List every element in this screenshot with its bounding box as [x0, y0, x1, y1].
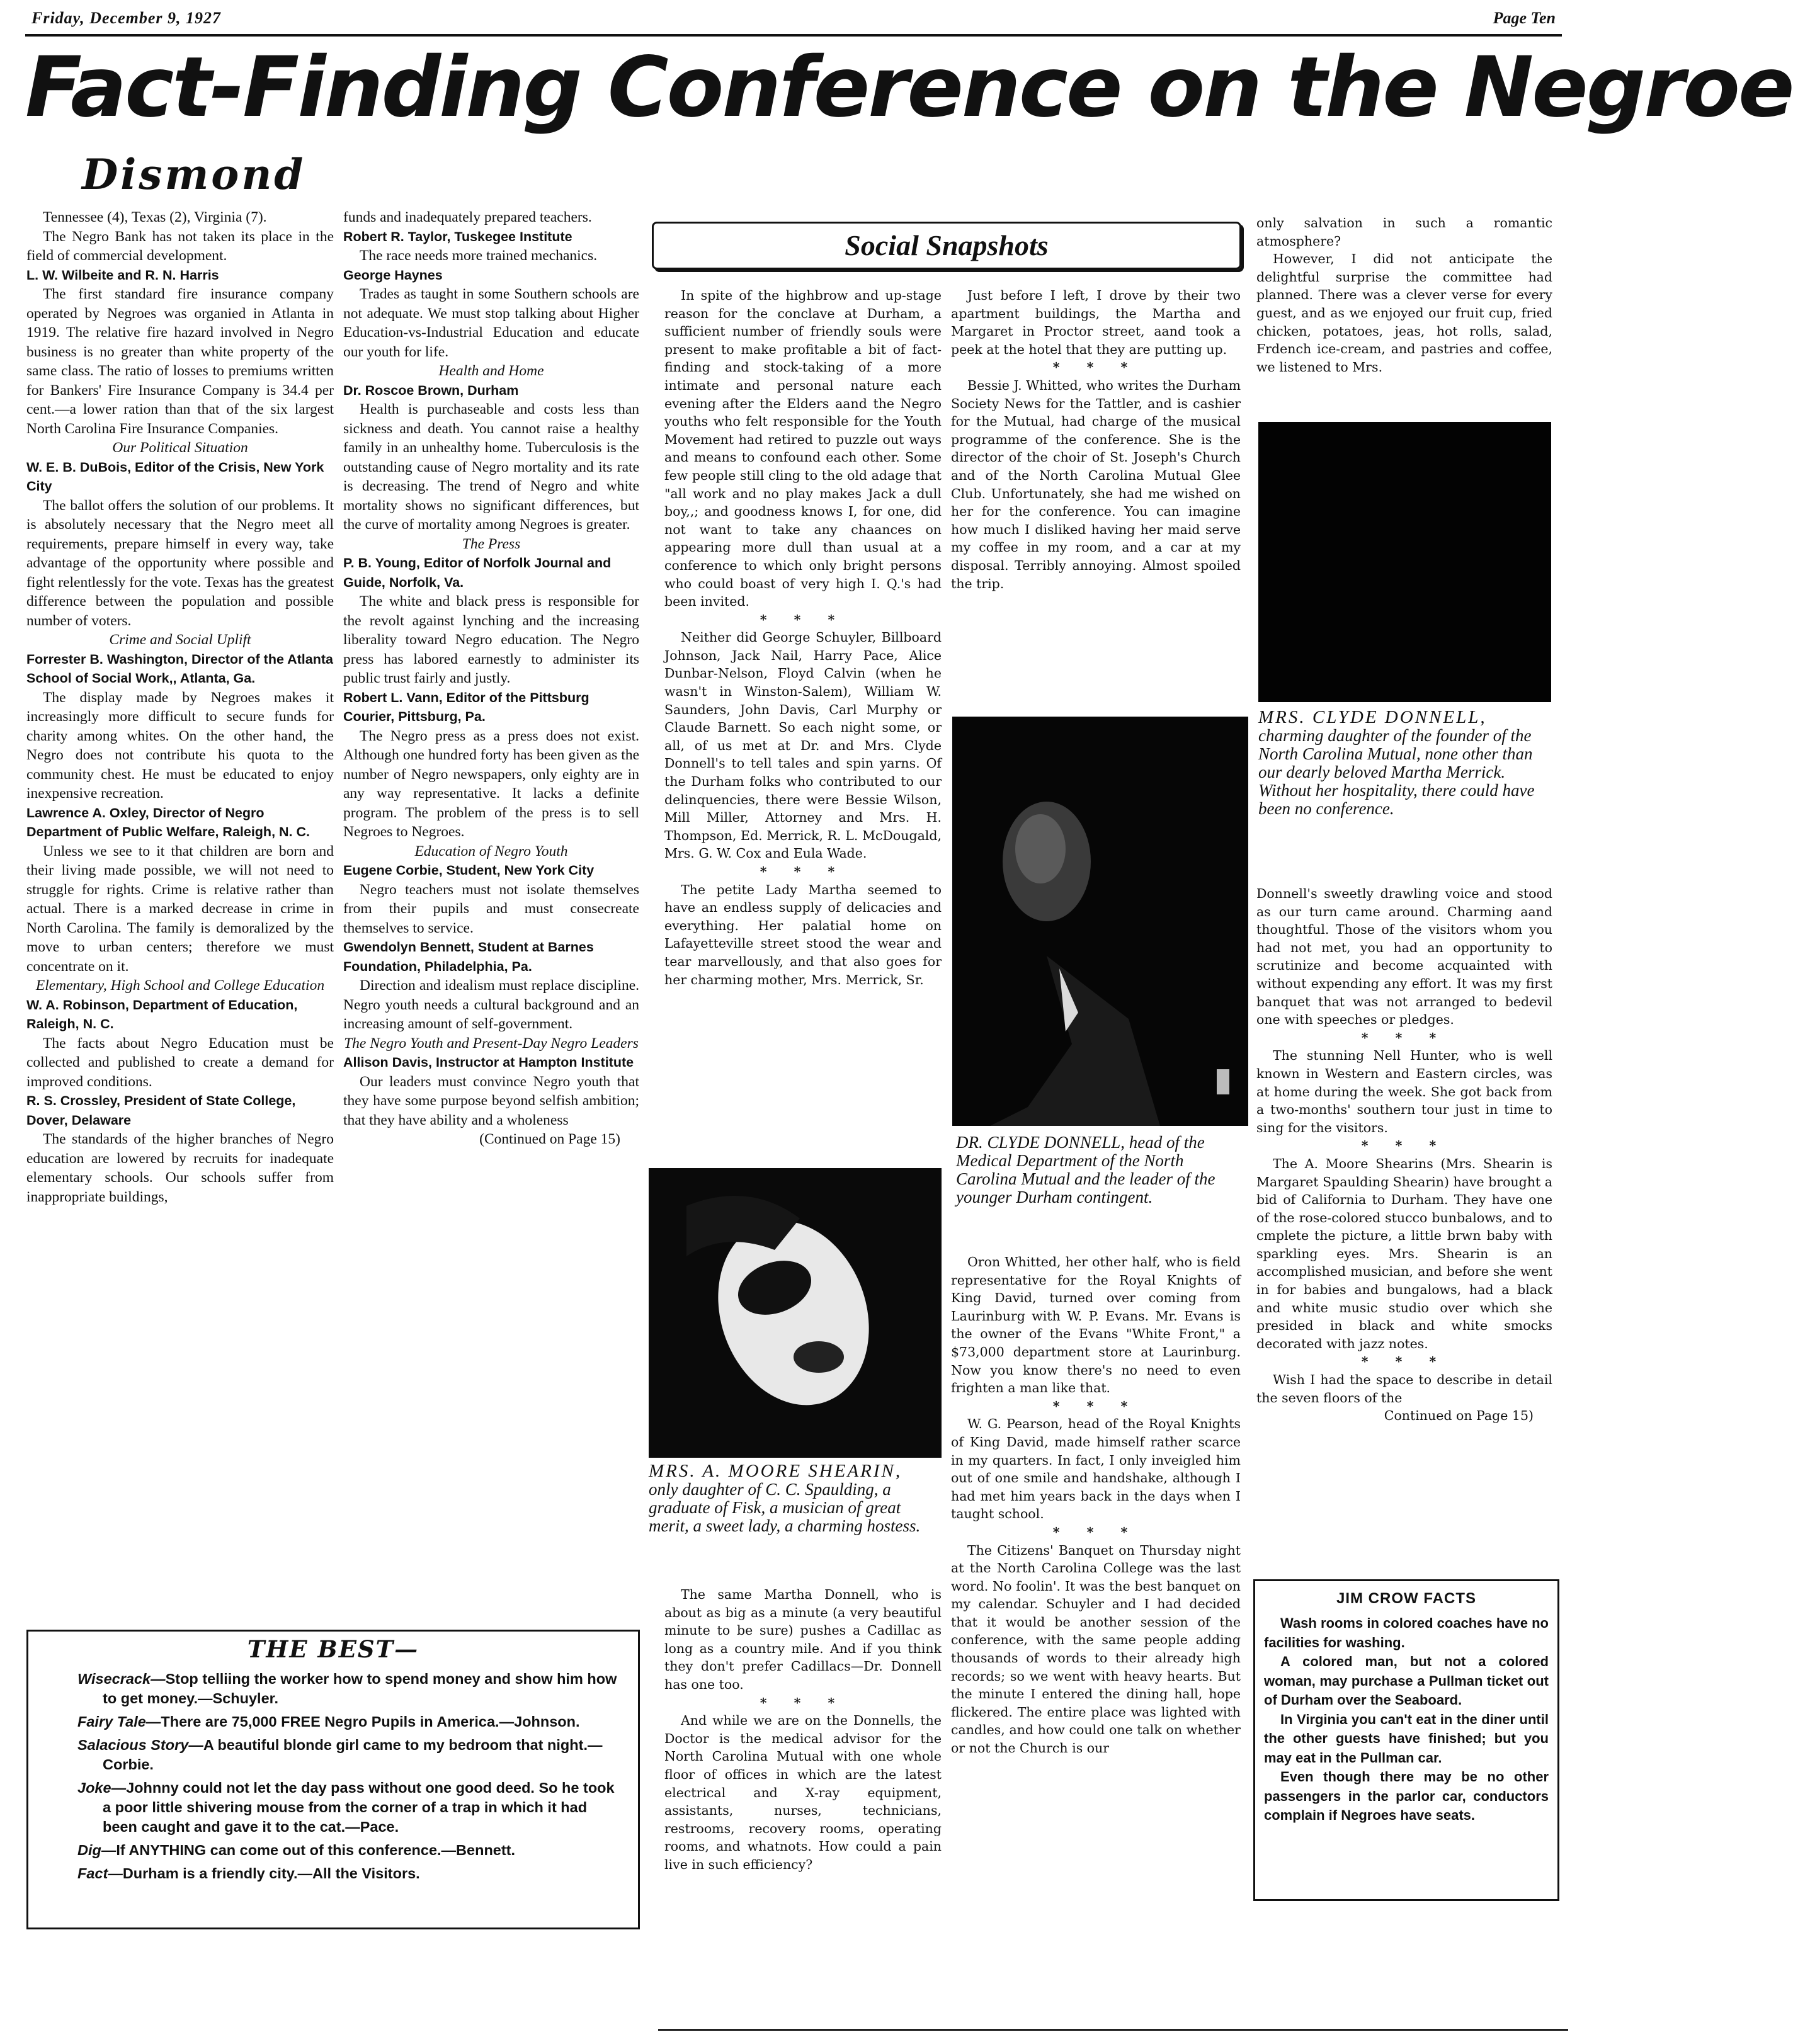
paragraph: The facts about Negro Education must be collected and published to create a demand for improved conditions. [26, 1035, 334, 1090]
paragraph: Health is purchaseable and costs less than sickness and death. You cannot raise a healthy family in an unhealthy home. Tuberculosis is the outstanding cause of Negro mortality and its rate is decreasing. The trend of Negro and white mortality shows no significant differences, but the curve of mortality among Negroes is greater. [343, 401, 639, 533]
social-column-3-continued [1256, 885, 1552, 1425]
social-column-2 [951, 287, 1241, 593]
section-separator: * * * [760, 864, 846, 879]
paragraph: Negro teachers must not isolate themselves from their pupils and must consecreate themselves to service. [343, 881, 639, 936]
section-heading: The Negro Youth and Present-Day Negro Leaders [344, 1035, 639, 1052]
section-separator: * * * [760, 1695, 846, 1710]
section-heading: Education of Negro Youth [414, 843, 568, 860]
section-separator: * * * [1361, 1030, 1448, 1045]
section-separator: * * * [1052, 1398, 1139, 1414]
best-item [54, 1841, 619, 1860]
portrait-image [649, 1168, 942, 1458]
the-best-list [28, 1669, 638, 1883]
jim-crow-fact: Wash rooms in colored coaches have no facilities for washing. [1264, 1615, 1549, 1650]
paragraph: However, I did not anticipate the delightful surprise the committee had planned. There was a clever verse for every guest, and as we enjoyed our fruit cup, fried chicken, potatoes, jeas, hot rolls, salad, Frdench ice-cream, and pastries and coffee, we listened to Mrs. [1256, 251, 1552, 375]
paragraph: Just before I left, I drove by their two apartment buildings, the Martha and Margaret in Proctor street, aand took a peek at the hotel that they are putting up. [951, 288, 1241, 357]
paragraph: W. G. Pearson, head of the Royal Knights of King David, made himself rather scarce in my quarters. In fact, I only inveigled him out of one smile and handshake, although I had met him years back in the days when I taught school. [951, 1416, 1241, 1522]
best-item-label: Fact— [77, 1865, 123, 1882]
best-item-text: Johnny could not let the day pass without one good deed. So he took a poor little shivering mouse from the corner of a trap in which it had been caught and gave it to the cat.—Pace. [103, 1780, 615, 1835]
section-separator: * * * [1361, 1354, 1448, 1370]
speaker-heading: P. B. Young, Editor of Norfolk Journal and Guide, Norfolk, Va. [343, 555, 612, 590]
paragraph: only salvation in such a romantic atmosphere? [1256, 215, 1552, 249]
speaker-heading: Eugene Corbie, Student, New York City [343, 863, 595, 878]
speaker-heading: Dr. Roscoe Brown, Durham [343, 382, 519, 398]
paragraph: Wish I had the space to describe in detail the seven floors of the [1256, 1372, 1552, 1405]
paragraph: The white and black press is responsible for the revolt against lynching and the increasing liberality toward Negro education. The Negro press has labored earnestly to administer its public trust fairly and justly. [343, 593, 639, 686]
paragraph: The A. Moore Shearins (Mrs. Shearin is Margaret Spaulding Shearin) have brought a bid of California to Durham. They have one of the rose-colored stucco bunbalows, and to cmplete the picture, a little brwn baby with sparkling eyes. Mrs. Shearin is an accomplished musician, and before she went in for babies and bungalows, had a black and white music studio over which she presided in black and white smocks decorated with jazz notes. [1256, 1155, 1552, 1351]
jim-crow-fact: Even though there may be no other passengers in the parlor car, conductors complain if Negroes have seats. [1264, 1769, 1549, 1823]
paragraph: Bessie J. Whitted, who writes the Durham Society News for the Tattler, and is cashier for the Mutual, had charge of the musical programme of the conference. She is the director of the choir of St. Joseph's Church and of the North Carolina Mutual Glee Club. Unfortunately, she had me wished on her for the conference. You can imagine how much I disliked having her maid serve my coffee in my room, and a car at my disposal. Terribly annoying. Almost spoiled the trip. [951, 377, 1241, 591]
the-best-box [26, 1630, 640, 1929]
speaker-heading: W. E. B. DuBois, Editor of the Crisis, New York City [26, 459, 324, 494]
issue-date: Friday, December 9, 1927 [31, 9, 222, 27]
section-heading: Elementary, High School and College Education [35, 977, 325, 994]
caption-mrs-shearin [649, 1462, 945, 1535]
speaker-heading: Gwendolyn Bennett, Student at Barnes Foundation, Philadelphia, Pa. [343, 940, 594, 974]
section-heading: Our Political Situation [112, 440, 248, 456]
caption-mrs-donnell [1258, 708, 1554, 818]
best-item [54, 1735, 619, 1774]
paragraph: Direction and idealism must replace discipline. Negro youth needs a cultural background and an increasing amount of self-government. [343, 977, 639, 1032]
social-column-1 [664, 287, 942, 989]
best-item-label: Dig— [77, 1842, 117, 1858]
caption-name: MRS. CLYDE DONNELL, [1258, 707, 1487, 727]
best-item-text: There are 75,000 FREE Negro Pupils in America.—Johnson. [161, 1713, 580, 1730]
paragraph: The same Martha Donnell, who is about as big as a minute (a very beautiful minute to be sure) pushes a Cadillac as long as a country mile. And if you think they don't prefer Cadillacs—Dr. Donnell has one too. [664, 1587, 942, 1692]
photo-mrs-donnell [1258, 422, 1551, 702]
paragraph: In spite of the highbrow and up-stage reason for the conclave at Durham, a sufficient number of friendly souls were present to make profitable a bit of fact-finding and stock-taking of a more intimate and personal nature each evening after the Elders aand the Negro youths who felt responsible for the Youth Movement had retired to puzzle out ways and means to confound each other. Some few people still cling to the old adage that "all work and no play makes Jack a dull boy,,; and goodness knows I, for one, did not want to take any chaances on appearing more dull than usual at a conference to which only bright persons who could boast of very high I. Q.'s had been invited. [664, 288, 942, 610]
social-column-3 [1256, 214, 1552, 376]
jim-crow-facts-title: JIM CROW FACTS [1336, 1590, 1476, 1607]
jim-crow-facts-box [1253, 1579, 1559, 1901]
paragraph: The Citizens' Banquet on Thursday night at the North Carolina College was the last word. No foolin'. It was the best banquet on my calendar. Schuyler and I had decided that it would be another session of the conference, with the same people adding thousands of words to their already high records; so we went with heavy hearts. But the minute I entered the dining hall, hope flickered. The entire place was lighted with candles, and how could one talk on whether or not the Church is our [951, 1542, 1241, 1756]
section-heading: Crime and Social Uplift [109, 632, 251, 648]
portrait-image [952, 717, 1248, 1126]
the-best-title: THE BEST— [247, 1635, 419, 1663]
paragraph: The ballot offers the solution of our problems. It is absolutely necessary that the Negro meet all requirements, prepare himself in every way, take advantage of the opportunity where possible and fight relentlessly for the vote. Texas has the greatest difference between the population and possible number of voters. [26, 497, 334, 629]
jim-crow-fact: In Virginia you can't eat in the diner until the other guests have finished; but you may eat in the Pullman car. [1264, 1711, 1549, 1766]
article-column-1 [26, 208, 334, 1207]
paragraph: And while we are on the Donnells, the Doctor is the medical advisor for the North Carolina Mutual with one whole floor of offices in which are the latest electrical and X-ray equipment, assistants, nurses, technicians, restrooms, recovery rooms, operating rooms, and whatnots. How could a pain live in such efficiency? [664, 1713, 942, 1872]
jim-crow-fact: A colored man, but not a colored woman, may purchase a Pullman ticket out of Durham over the Seaboard. [1264, 1654, 1549, 1708]
paragraph: Unless we see to it that children are born and their living made possible, we will not need to struggle for rights. Crime is relative rather than actual. There is a marked decrease in crime in North Carolina. The family is demoralized by the move to urban centers; therefore we must concentrate on it. [26, 843, 334, 975]
headline: Fact-Finding Conference on the Negroe [25, 39, 1793, 136]
social-snapshots-title: Social Snapshots [652, 222, 1241, 270]
speaker-heading: Allison Davis, Instructor at Hampton Institute [343, 1055, 634, 1070]
paragraph: The Negro Bank has not taken its place in the field of commercial development. [26, 228, 334, 264]
section-separator: * * * [760, 611, 846, 627]
best-item-label: Fairy Tale— [77, 1713, 161, 1730]
social-column-1-continued [664, 1586, 942, 1874]
speaker-heading: R. S. Crossley, President of State College, Dover, Delaware [26, 1093, 296, 1128]
paragraph: Trades as taught in some Southern schools are not adequate. We must stop talking about Higher Education-vs-Industrial Education and educate our youth for life. [343, 286, 639, 360]
paragraph: Donnell's sweetly drawling voice and stood as our turn came around. Charming aand thoughtful. Those of the visitors whom you had not met, you had an opportunity to scrutinize and become acquainted with without expending any effort. It was my first banquet that was not arranged to bedevil one with speeches or pledges. [1256, 886, 1552, 1028]
paragraph: funds and inadequately prepared teachers. [343, 209, 592, 225]
best-item-label: Joke— [77, 1780, 127, 1796]
paragraph: The stunning Nell Hunter, who is well known in Western and Eastern circles, was at home during the week. She got back from a two-months' southern tour just in time to sing for the visitors. [1256, 1048, 1552, 1135]
section-separator: * * * [1052, 1524, 1139, 1540]
continued-note: (Continued on Page 15) [479, 1131, 620, 1147]
best-item-text: If ANYTHING can come out of this conference.—Bennett. [116, 1842, 516, 1858]
paragraph: Our leaders must convince Negro youth that they have some purpose beyond selfish ambition; that they have ability and a wholeness [343, 1073, 639, 1128]
speaker-heading: L. W. Wilbeite and R. N. Harris [26, 267, 219, 283]
paragraph: Neither did George Schuyler, Billboard Johnson, Jack Nail, Harry Pace, Alice Dunbar-Nelson, Floyd Calvin (when he wasn't in Winston-Salem), William W. Saunders, John Davis, Carl Murphy or Claude Barnett. So each night some, or all, of us met at Dr. and Mrs. Clyde Donnell's to tell tales and spin yarns. Of the Durham folks who contributed to our delinquencies, there were Bessie Wilson, Mill Miller, Attorney and Mrs. H. Thompson, Ed. Merrick, R. L. McDougald, Mrs. G. W. Cox and Eula Wade. [664, 630, 942, 861]
photo-dr-donnell [952, 717, 1248, 1126]
speaker-heading: Lawrence A. Oxley, Director of Negro Department of Public Welfare, Raleigh, N. C. [26, 805, 310, 839]
best-item [54, 1864, 619, 1883]
caption-text: only daughter of C. C. Spaulding, a graduate of Fisk, a musician of great merit, a sweet lady, a charming hostess. [649, 1480, 921, 1535]
social-column-2-continued [951, 1253, 1241, 1757]
jim-crow-facts-list [1255, 1614, 1557, 1825]
footer-rule [658, 2029, 1568, 2031]
speaker-heading: George Haynes [343, 267, 443, 283]
portrait-image [1258, 422, 1551, 702]
paragraph: The petite Lady Martha seemed to have an endless supply of delicacies and everything. Her palatial home on Lafayetteville street stood the wear and tear marvellously, and that also goes for her charming mother, Mrs. Merrick, Sr. [664, 882, 942, 987]
paragraph: The standards of the higher branches of Negro education are lowered by recruits for inadequate elementary schools. Our schools suffer from inappropriate buildings, [26, 1131, 334, 1205]
paragraph: The race needs more trained mechanics. [360, 247, 598, 264]
continued-note: Continued on Page 15) [1384, 1408, 1534, 1424]
section-heading: The Press [462, 535, 521, 552]
paragraph: The display made by Negroes makes it increasingly more difficult to secure funds for charity among whites. On the other hand, the Negro does not contribute his quota to the community chest. He must be educated to enjoy inexpensive recreation. [26, 689, 334, 802]
speaker-heading: Forrester B. Washington, Director of the Atlanta School of Social Work,, Atlanta, Ga. [26, 651, 333, 686]
best-item-label: Wisecrack— [77, 1671, 166, 1687]
best-item [54, 1778, 619, 1837]
speaker-heading: Robert L. Vann, Editor of the Pittsburg Courier, Pittsburg, Pa. [343, 690, 589, 724]
photo-mrs-shearin [649, 1168, 942, 1458]
paragraph: Oron Whitted, her other half, who is field representative for the Royal Knights of King David, turned over coming from Laurinburg with W. P. Evans. Mr. Evans is the owner of the Evans "White Front," a $73,000 department store at Laurinburg. Now you know there's no need to even frighten a man like that. [951, 1254, 1241, 1396]
caption-dr-donnell: DR. CLYDE DONNELL, head of the Medical Department of the North Carolina Mutual and the leader of the younger Durham contingent. [956, 1133, 1215, 1207]
speaker-heading: W. A. Robinson, Department of Education, Raleigh, N. C. [26, 997, 298, 1031]
speaker-heading: Robert R. Taylor, Tuskegee Institute [343, 229, 572, 244]
byline: Dismond [82, 150, 306, 199]
paragraph: The Negro press as a press does not exist. Although one hundred forty has been given as the number of Negro newspapers, only eighty are in any way representative. It lacks a definite program. The problem of the press is to sell Negroes to Negroes. [343, 727, 639, 840]
caption-name: MRS. A. MOORE SHEARIN, [649, 1461, 902, 1481]
article-column-2 [343, 208, 639, 1149]
page-number: Page Ten [1493, 9, 1556, 27]
best-item [54, 1712, 619, 1732]
best-item-text: Stop telliing the worker how to spend money and show him how to get money.—Schuyler. [103, 1671, 617, 1706]
section-separator: * * * [1052, 360, 1139, 375]
section-heading: Health and Home [438, 363, 544, 379]
paragraph: Tennessee (4), Texas (2), Virginia (7). [43, 209, 267, 225]
best-item-label: Salacious Story— [77, 1737, 203, 1753]
best-item [54, 1669, 619, 1708]
header-rule [25, 34, 1562, 37]
best-item-text: Durham is a friendly city.—All the Visitors. [122, 1865, 420, 1882]
best-item-text: A beautiful blonde girl came to my bedroom that night.—Corbie. [103, 1737, 603, 1773]
paragraph: The first standard fire insurance company operated by Negroes was organied in Atlanta in 1919. The relative fire hazard involved in Negro business is no greater than white property of the same class. The ratio of losses to premiums written for Bankers' Fire Insurance Company is 34.4 per cent.—a lower ration than that of the six largest North Carolina Fire Insurance Companies. [26, 286, 334, 437]
section-separator: * * * [1361, 1138, 1448, 1154]
caption-text: charming daughter of the founder of the North Carolina Mutual, none other than our dearly beloved Martha Merrick. Without her hospitality, there could have been no conference. [1258, 726, 1535, 818]
